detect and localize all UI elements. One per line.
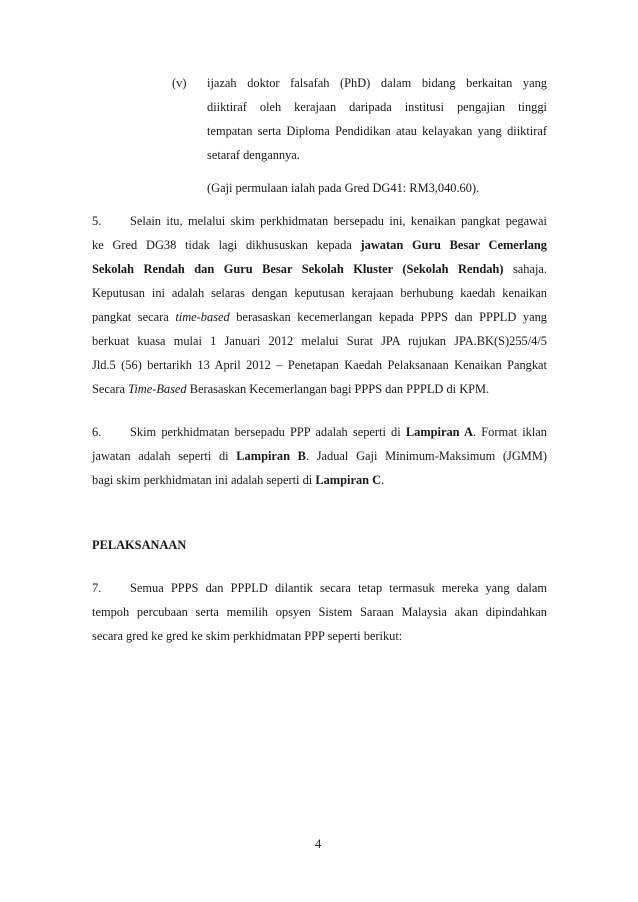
para7-line-3: secara gred ke gred ke skim perkhidmatan PPP seperti berikut:: [92, 629, 403, 643]
para5-bold-sekolah: Sekolah Rendah dan Guru Besar Sekolah Kluster (Sekolah Rendah): [92, 262, 504, 276]
para7-number: 7.: [92, 581, 102, 595]
para5-italic-time-based-2: Time-Based: [128, 382, 187, 396]
para5-line-5: [92, 309, 547, 325]
para5-line-8: [92, 381, 489, 397]
para5-bold-jawatan: jawatan Guru Besar Cemerlang: [360, 238, 547, 252]
para6-number: 6.: [92, 425, 102, 439]
para5-number: 5.: [92, 214, 102, 228]
para5-line-5-post: berasaskan kecemerlangan kepada PPPS dan PPPLD yang: [229, 310, 547, 324]
para5-italic-time-based: time-based: [175, 310, 230, 324]
para5-line-1: Selain itu, melalui skim perkhidmatan bersepadu ini, kenaikan pangkat pegawai: [130, 214, 547, 228]
para6-line-1: [130, 424, 547, 440]
para6-bold-lampiran-b: Lampiran B: [236, 449, 306, 463]
item-v-line-4: setaraf dengannya.: [207, 148, 300, 162]
para6-line-2-post: . Jadual Gaji Minimum-Maksimum (JGMM): [305, 449, 547, 463]
para5-line-4: Keputusan ini adalah selaras dengan keputusan kerajaan berhubung kaedah kenaikan: [92, 286, 547, 300]
para7-line-1: Semua PPPS dan PPPLD dilantik secara tetap termasuk mereka yang dalam: [130, 581, 547, 595]
para5-line-3: [92, 261, 547, 277]
para5-line-2-text: ke Gred DG38 tidak lagi dikhususkan kepada: [92, 238, 361, 252]
section-heading: PELAKSANAAN: [92, 538, 187, 552]
page-number: 4: [315, 837, 322, 851]
item-v-line-1: ijazah doktor falsafah (PhD) dalam bidang berkaitan yang: [207, 76, 547, 90]
para6-line-3-pre: bagi skim perkhidmatan ini adalah seperti di: [92, 473, 316, 487]
para6-line-2-pre: jawatan adalah seperti di: [92, 449, 237, 463]
para5-line-8-pre: Secara: [92, 382, 129, 396]
para6-bold-lampiran-c: Lampiran C: [315, 473, 382, 487]
item-v-number: (v): [172, 76, 187, 90]
para6-line-3: [92, 472, 384, 488]
item-v-line-3: tempatan serta Diploma Pendidikan atau kelayakan yang diiktiraf: [207, 124, 547, 138]
para5-line-6: berkuat kuasa mulai 1 Januari 2012 melalui Surat JPA rujukan JPA.BK(S)255/4/5: [92, 334, 547, 348]
para5-line-7: Jld.5 (56) bertarikh 13 April 2012 – Penetapan Kaedah Pelaksanaan Kenaikan Pangkat: [92, 358, 547, 372]
para5-line-3-text: sahaja.: [503, 262, 547, 276]
para5-line-8-post: Berasaskan Kecemerlangan bagi PPPS dan PPPLD di KPM.: [186, 382, 490, 396]
para5-line-2: [92, 237, 547, 253]
item-v-salary: (Gaji permulaan ialah pada Gred DG41: RM3,040.60).: [207, 181, 480, 195]
para6-line-3-post: .: [381, 473, 385, 487]
para6-bold-lampiran-a: Lampiran A: [405, 425, 474, 439]
para6-line-1-post: . Format iklan: [473, 425, 548, 439]
item-v-line-2: diiktiraf oleh kerajaan daripada institusi pengajian tinggi: [207, 100, 547, 114]
para5-line-5-pre: pangkat secara: [92, 310, 176, 324]
para7-line-2: tempoh percubaan serta memilih opsyen Sistem Saraan Malaysia akan dipindahkan: [92, 605, 547, 619]
para6-line-2: [92, 448, 547, 464]
para6-line-1-pre: Skim perkhidmatan bersepadu PPP adalah seperti di: [130, 425, 406, 439]
